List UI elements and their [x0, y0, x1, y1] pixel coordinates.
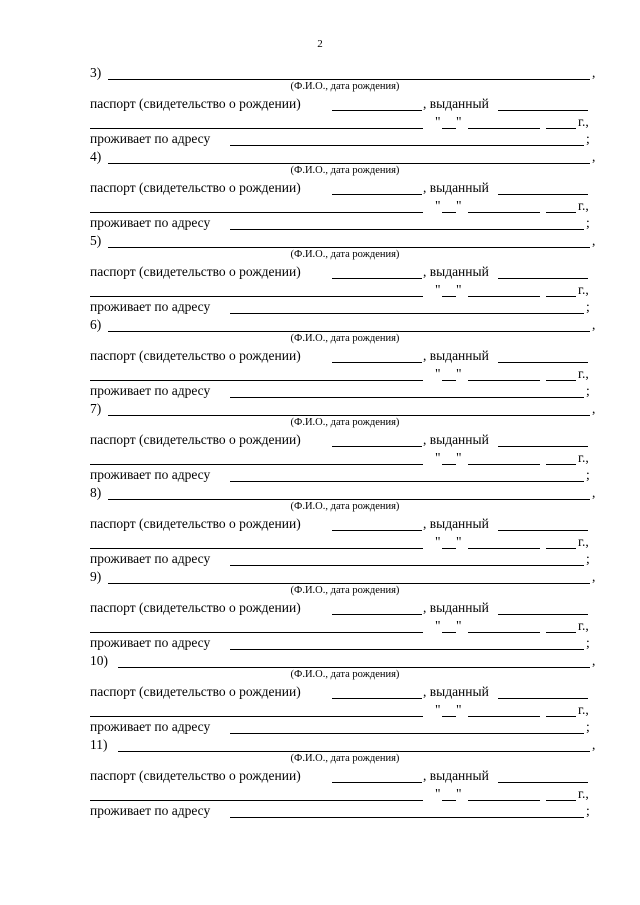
name-line-comma: , [592, 149, 596, 164]
entry-number: 9) [90, 569, 102, 584]
passport-number-field[interactable] [332, 599, 422, 615]
name-caption: (Ф.И.О., дата рождения) [290, 753, 400, 764]
passport-line [90, 95, 600, 113]
name-caption: (Ф.И.О., дата рождения) [290, 501, 400, 512]
year-suffix: г., [578, 618, 589, 633]
passport-line [90, 683, 600, 701]
name-line [90, 484, 600, 502]
quote-open: " [435, 198, 441, 213]
address-field[interactable] [230, 298, 584, 314]
address-line [90, 382, 600, 400]
quote-close: " [456, 786, 462, 801]
name-caption: (Ф.И.О., дата рождения) [290, 249, 400, 260]
issue-year-field[interactable] [546, 449, 576, 465]
form-content [90, 64, 600, 820]
name-line [90, 736, 600, 754]
quote-open: " [435, 114, 441, 129]
issued-label: , выданный [423, 516, 489, 531]
issue-month-field[interactable] [468, 701, 540, 717]
issue-day-field[interactable] [442, 197, 456, 213]
address-field[interactable] [230, 466, 584, 482]
issued-by-field[interactable] [498, 599, 588, 615]
person-entry [90, 232, 600, 316]
quote-close: " [456, 114, 462, 129]
issue-date-line [90, 785, 600, 803]
address-line [90, 634, 600, 652]
quote-close: " [456, 618, 462, 633]
issued-by-continuation-field[interactable] [90, 113, 423, 129]
name-field[interactable] [108, 568, 590, 584]
issue-date-line [90, 113, 600, 131]
entry-number: 10) [90, 653, 108, 668]
person-entry [90, 568, 600, 652]
name-line [90, 232, 600, 250]
name-line-comma: , [592, 401, 596, 416]
year-suffix: г., [578, 282, 589, 297]
issued-label: , выданный [423, 684, 489, 699]
name-field[interactable] [108, 148, 590, 164]
address-line [90, 802, 600, 820]
issue-year-field[interactable] [546, 533, 576, 549]
name-field[interactable] [118, 652, 590, 668]
address-line [90, 298, 600, 316]
passport-label: паспорт (свидетельство о рождении) [90, 600, 301, 615]
passport-number-field[interactable] [332, 95, 422, 111]
passport-line [90, 431, 600, 449]
address-line [90, 550, 600, 568]
year-suffix: г., [578, 198, 589, 213]
issued-label: , выданный [423, 348, 489, 363]
name-line-comma: , [592, 485, 596, 500]
name-line-comma: , [592, 569, 596, 584]
address-semicolon: ; [586, 551, 590, 566]
address-line [90, 214, 600, 232]
issued-by-field[interactable] [498, 263, 588, 279]
issue-month-field[interactable] [468, 365, 540, 381]
passport-number-field[interactable] [332, 179, 422, 195]
quote-open: " [435, 786, 441, 801]
name-line [90, 148, 600, 166]
person-entry [90, 64, 600, 148]
passport-number-field[interactable] [332, 515, 422, 531]
issue-date-line [90, 617, 600, 635]
address-label: проживает по адресу [90, 215, 211, 230]
issued-label: , выданный [423, 180, 489, 195]
issue-month-field[interactable] [468, 281, 540, 297]
issued-by-field[interactable] [498, 515, 588, 531]
quote-open: " [435, 366, 441, 381]
issue-year-field[interactable] [546, 113, 576, 129]
address-label: проживает по адресу [90, 467, 211, 482]
issue-month-field[interactable] [468, 197, 540, 213]
passport-label: паспорт (свидетельство о рождении) [90, 516, 301, 531]
address-field[interactable] [230, 718, 584, 734]
issued-by-field[interactable] [498, 95, 588, 111]
issue-day-field[interactable] [442, 701, 456, 717]
address-semicolon: ; [586, 467, 590, 482]
issue-date-line [90, 701, 600, 719]
name-caption: (Ф.И.О., дата рождения) [290, 165, 400, 176]
issued-label: , выданный [423, 96, 489, 111]
issue-month-field[interactable] [468, 449, 540, 465]
address-label: проживает по адресу [90, 803, 211, 818]
address-semicolon: ; [586, 299, 590, 314]
address-line [90, 718, 600, 736]
name-caption: (Ф.И.О., дата рождения) [290, 333, 400, 344]
address-semicolon: ; [586, 803, 590, 818]
name-line [90, 64, 600, 82]
address-label: проживает по адресу [90, 635, 211, 650]
address-line [90, 466, 600, 484]
entry-number: 3) [90, 65, 102, 80]
issued-by-field[interactable] [498, 431, 588, 447]
issue-day-field[interactable] [442, 785, 456, 801]
issued-label: , выданный [423, 432, 489, 447]
issued-by-continuation-field[interactable] [90, 701, 423, 717]
passport-number-field[interactable] [332, 431, 422, 447]
address-semicolon: ; [586, 383, 590, 398]
name-line [90, 652, 600, 670]
issue-day-field[interactable] [442, 365, 456, 381]
issue-day-field[interactable] [442, 533, 456, 549]
person-entry [90, 400, 600, 484]
issue-year-field[interactable] [546, 617, 576, 633]
issue-day-field[interactable] [442, 617, 456, 633]
name-line-comma: , [592, 317, 596, 332]
name-line [90, 568, 600, 586]
issue-month-field[interactable] [468, 533, 540, 549]
address-label: проживает по адресу [90, 383, 211, 398]
passport-line [90, 263, 600, 281]
quote-open: " [435, 450, 441, 465]
address-field[interactable] [230, 214, 584, 230]
issue-year-field[interactable] [546, 197, 576, 213]
name-caption: (Ф.И.О., дата рождения) [290, 585, 400, 596]
address-label: проживает по адресу [90, 719, 211, 734]
issue-date-line [90, 449, 600, 467]
passport-number-field[interactable] [332, 683, 422, 699]
issued-by-continuation-field[interactable] [90, 785, 423, 801]
issued-by-continuation-field[interactable] [90, 617, 423, 633]
issued-by-continuation-field[interactable] [90, 449, 423, 465]
quote-open: " [435, 702, 441, 717]
issue-month-field[interactable] [468, 617, 540, 633]
issued-by-field[interactable] [498, 347, 588, 363]
issued-by-continuation-field[interactable] [90, 533, 423, 549]
name-caption: (Ф.И.О., дата рождения) [290, 417, 400, 428]
issue-day-field[interactable] [442, 281, 456, 297]
quote-close: " [456, 534, 462, 549]
passport-number-field[interactable] [332, 347, 422, 363]
address-field[interactable] [230, 634, 584, 650]
year-suffix: г., [578, 114, 589, 129]
address-field[interactable] [230, 550, 584, 566]
address-label: проживает по адресу [90, 131, 211, 146]
entry-number: 4) [90, 149, 102, 164]
passport-line [90, 599, 600, 617]
name-field[interactable] [108, 316, 590, 332]
quote-open: " [435, 282, 441, 297]
person-entry [90, 484, 600, 568]
name-line-comma: , [592, 233, 596, 248]
issued-label: , выданный [423, 768, 489, 783]
entry-number: 11) [90, 737, 108, 752]
issued-by-continuation-field[interactable] [90, 197, 423, 213]
issue-year-field[interactable] [546, 365, 576, 381]
name-line [90, 400, 600, 418]
issue-year-field[interactable] [546, 281, 576, 297]
issue-date-line [90, 281, 600, 299]
issue-date-line [90, 533, 600, 551]
passport-label: паспорт (свидетельство о рождении) [90, 432, 301, 447]
passport-number-field[interactable] [332, 263, 422, 279]
passport-number-field[interactable] [332, 767, 422, 783]
address-semicolon: ; [586, 719, 590, 734]
quote-close: " [456, 702, 462, 717]
name-caption: (Ф.И.О., дата рождения) [290, 669, 400, 680]
address-field[interactable] [230, 130, 584, 146]
year-suffix: г., [578, 702, 589, 717]
passport-label: паспорт (свидетельство о рождении) [90, 180, 301, 195]
name-line-comma: , [592, 65, 596, 80]
address-semicolon: ; [586, 635, 590, 650]
passport-label: паспорт (свидетельство о рождении) [90, 264, 301, 279]
name-field[interactable] [108, 232, 590, 248]
issue-month-field[interactable] [468, 113, 540, 129]
entry-number: 5) [90, 233, 102, 248]
quote-open: " [435, 618, 441, 633]
quote-close: " [456, 198, 462, 213]
issued-by-continuation-field[interactable] [90, 365, 423, 381]
issue-date-line [90, 197, 600, 215]
page-number: 2 [317, 38, 323, 50]
entry-number: 8) [90, 485, 102, 500]
year-suffix: г., [578, 450, 589, 465]
name-line [90, 316, 600, 334]
person-entry [90, 316, 600, 400]
year-suffix: г., [578, 786, 589, 801]
person-entry [90, 148, 600, 232]
passport-label: паспорт (свидетельство о рождении) [90, 96, 301, 111]
passport-line [90, 179, 600, 197]
passport-label: паспорт (свидетельство о рождении) [90, 684, 301, 699]
address-line [90, 130, 600, 148]
issue-day-field[interactable] [442, 449, 456, 465]
quote-close: " [456, 282, 462, 297]
passport-label: паспорт (свидетельство о рождении) [90, 768, 301, 783]
passport-line [90, 515, 600, 533]
name-field[interactable] [118, 736, 590, 752]
issue-day-field[interactable] [442, 113, 456, 129]
issued-by-field[interactable] [498, 683, 588, 699]
issue-date-line [90, 365, 600, 383]
name-field[interactable] [108, 64, 590, 80]
entry-number: 6) [90, 317, 102, 332]
issue-year-field[interactable] [546, 785, 576, 801]
passport-line [90, 347, 600, 365]
address-field[interactable] [230, 802, 584, 818]
issued-by-continuation-field[interactable] [90, 281, 423, 297]
entry-number: 7) [90, 401, 102, 416]
name-caption: (Ф.И.О., дата рождения) [290, 81, 400, 92]
passport-label: паспорт (свидетельство о рождении) [90, 348, 301, 363]
year-suffix: г., [578, 366, 589, 381]
address-label: проживает по адресу [90, 551, 211, 566]
address-field[interactable] [230, 382, 584, 398]
issued-label: , выданный [423, 600, 489, 615]
name-field[interactable] [108, 400, 590, 416]
person-entry [90, 652, 600, 736]
quote-open: " [435, 534, 441, 549]
issue-year-field[interactable] [546, 701, 576, 717]
person-entry [90, 736, 600, 820]
quote-close: " [456, 366, 462, 381]
quote-close: " [456, 450, 462, 465]
issue-month-field[interactable] [468, 785, 540, 801]
address-label: проживает по адресу [90, 299, 211, 314]
name-line-comma: , [592, 653, 596, 668]
address-semicolon: ; [586, 131, 590, 146]
address-semicolon: ; [586, 215, 590, 230]
year-suffix: г., [578, 534, 589, 549]
issued-label: , выданный [423, 264, 489, 279]
passport-line [90, 767, 600, 785]
issued-by-field[interactable] [498, 767, 588, 783]
issued-by-field[interactable] [498, 179, 588, 195]
name-line-comma: , [592, 737, 596, 752]
name-field[interactable] [108, 484, 590, 500]
